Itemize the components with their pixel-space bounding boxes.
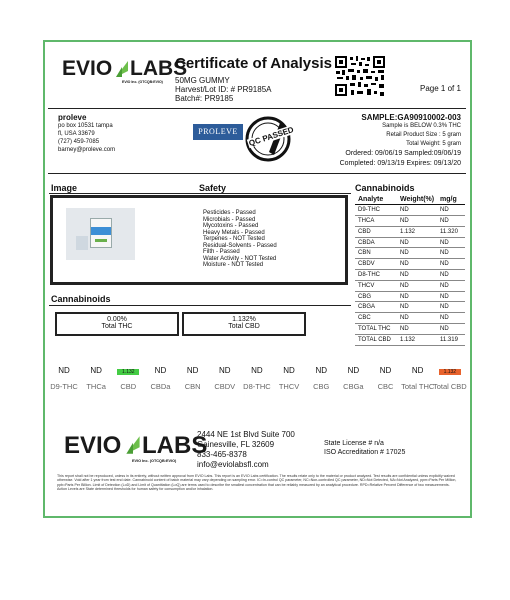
cell-analyte: D8-THC [355,270,397,281]
logo-text-left: EVIO [62,57,113,80]
cell-weight: ND [397,313,437,324]
divider-top [48,108,466,109]
section-rule-2 [49,305,351,306]
table-row [355,334,465,345]
cell-weight: ND [397,291,437,302]
table-row [355,270,465,281]
cell-weight: 1.132 [397,334,437,345]
cell-weight: ND [397,302,437,313]
footer-logo-right: LABS [142,432,208,459]
logo-leaf-icon [114,59,130,79]
cell-analyte: TOTAL CBD [355,334,397,345]
total-cbd-box [182,312,306,336]
table-row [355,205,465,216]
summary-label: Total CBD [432,382,467,391]
safety-mycotoxins: Mycotoxins - Passed [203,223,259,229]
cell-mgg: ND [437,313,465,324]
cell-weight: ND [397,237,437,248]
summary-value: ND [411,366,424,375]
table-row [355,237,465,248]
cell-mgg: ND [437,259,465,270]
stamp-text: QC PASSED [247,125,295,148]
summary-label: THCa [86,382,106,391]
cell-weight: ND [397,216,437,227]
summary-value: ND [347,366,360,375]
batch-number: Batch#: PR9185 [175,94,234,103]
table-row [355,302,465,313]
cell-weight: ND [397,270,437,281]
iso-accreditation: ISO Accreditation # 17025 [324,449,406,456]
summary-value: 1.132 [439,369,461,375]
cell-analyte: CBG [355,291,397,302]
summary-label: CBC [377,382,394,391]
total-thc-label: Total THC [101,323,133,330]
safety-residual-solvents: Residual-Solvents - Passed [203,242,277,249]
product-box-accent [95,239,107,242]
safety-moisture: Moisture - NOT Tested [203,262,264,268]
col-mgg: mg/g [437,194,465,205]
summary-label: D8-THC [243,382,271,391]
summary-label: CBN [184,382,201,391]
page-title: Certificate of Analysis [175,55,332,72]
logo-subtext: EVIO Inc. (OTCQB:EVIO) [122,80,163,84]
proleve-logo-text: PROLEVE [198,127,238,136]
summary-label: CBG [313,382,330,391]
table-row [355,216,465,227]
safety-list [203,210,277,269]
page-number: Page 1 of 1 [420,84,461,93]
summary-value: 1.132 [117,369,139,375]
cell-mgg: ND [437,216,465,227]
cell-analyte: CBDV [355,259,397,270]
qc-passed-stamp [244,115,295,163]
cell-mgg: ND [437,237,465,248]
total-cbd-label: Total CBD [228,323,260,330]
col-analyte: Analyte [355,194,397,205]
client-address1: po box 10531 tampa [58,123,113,129]
cell-analyte: CBDA [355,237,397,248]
cell-mgg: ND [437,205,465,216]
safety-terpenes: Terpenes - NOT Tested [203,236,265,242]
table-row [355,259,465,270]
safety-pesticides: Pesticides - Passed [203,210,256,216]
cell-mgg: ND [437,270,465,281]
cell-mgg: 11.319 [437,334,465,345]
total-cbd-value: 1.132% [232,316,256,323]
cell-analyte: CBGA [355,302,397,313]
cell-analyte: D9-THC [355,205,397,216]
table-row [355,226,465,237]
summary-value: ND [186,366,199,375]
cell-weight: ND [397,324,437,335]
safety-filth: Filth - Passed [203,249,240,255]
summary-label: Total THC [401,382,435,391]
total-weight: Total Weight: 5 gram [406,141,461,147]
sample-thc-note: Sample is BELOW 0.3% THC [382,123,461,129]
cell-mgg: ND [437,248,465,259]
cell-mgg: 11.320 [437,226,465,237]
cell-weight: ND [397,248,437,259]
safety-microbials: Microbials - Passed [203,216,256,223]
summary-value: ND [315,366,327,375]
qr-code-icon [334,55,386,97]
footer-address2: Gainesville, FL 32609 [197,440,275,449]
summary-value: ND [90,366,102,375]
summary-value: ND [58,366,70,375]
cell-mgg: ND [437,291,465,302]
footer-address1: 2444 NE 1st Blvd Suite 700 [197,430,295,439]
table-row [355,280,465,291]
proleve-logo [193,124,243,140]
product-name: 50MG GUMMY [175,76,230,85]
cell-weight: ND [397,259,437,270]
summary-label: CBDa [150,382,171,391]
footer-logo-leaf-icon [124,434,142,456]
section-image: Image [51,183,78,193]
safety-heavy-metals: Heavy Metals - Passed [203,229,265,236]
col-weight: Weight(%) [397,194,437,205]
ordered-date: Ordered: 09/06/19 Sampled:09/06/19 [345,150,461,157]
footer-email: info@eviolabsfl.com [197,460,269,469]
summary-label: THCV [278,382,300,391]
table-row [355,324,465,335]
cell-analyte: CBN [355,248,397,259]
summary-label: D9-THC [50,382,78,391]
summary-label: CBGa [343,382,364,391]
summary-value: ND [379,366,392,375]
client-address2: fl, USA 33679 [58,131,95,137]
cell-weight: 1.132 [397,226,437,237]
total-thc-value: 0.00% [107,316,127,323]
footer-logo-subtext: EVIO Inc. (OTCQB:EVIO) [132,459,177,463]
client-name: proleve [58,113,87,122]
cell-analyte: THCA [355,216,397,227]
logo-text-right: LABS [130,57,188,80]
completed-date: Completed: 09/13/19 Expires: 09/13/20 [339,160,461,167]
section-safety: Safety [199,183,227,193]
product-box-band [91,227,111,235]
state-license: State License # n/a [324,440,384,447]
table-header [355,194,465,205]
cannabinoid-table [355,194,465,346]
summary-label: CBDV [214,382,236,391]
client-email: barney@proleve.com [58,147,116,153]
summary-bar [48,366,466,396]
divider-mid [48,173,466,174]
evio-logo-footer [64,432,208,466]
client-phone: (727) 459-7085 [58,139,100,145]
footer-logo-left: EVIO [64,432,122,459]
section-cannabinoids: Cannabinoids [51,294,111,304]
retail-size: Retail Product Size : 5 gram [386,132,461,138]
product-image [66,208,135,260]
footer-phone: 833-465-8378 [197,450,247,459]
safety-water-activity: Water Activity - NOT Tested [203,255,277,262]
cell-mgg: ND [437,280,465,291]
product-box-graphic [90,218,112,248]
table-row [355,248,465,259]
evio-logo [62,57,188,87]
summary-label: CBD [120,382,137,391]
table-row [355,291,465,302]
table-row [355,313,465,324]
summary-value: ND [218,366,231,375]
total-thc-box [55,312,179,336]
product-label-graphic [76,236,88,250]
cell-analyte: CBD [355,226,397,237]
cell-analyte: CBC [355,313,397,324]
summary-value: ND [283,366,295,375]
cell-weight: ND [397,205,437,216]
cell-weight: ND [397,280,437,291]
cell-analyte: TOTAL THC [355,324,397,335]
disclaimer: This report shall not be reproduced, unless in its entirety, without written approval from EVIO Labs. This report is an EVIO Labs certification. The results relate only to the material or product analyzed. Test results are confidential unless explicitly waived otherwise. Void after 1 year from test end date. Cannabinoid content of batch material may vary depending on sampling error. IC=In-control QC parameter, NC=Non-controlled QC parameter, ND=Not Detected, NA=Not Analyzed, ppm=Parts Per Million, ppb=Parts Per Billion. Limit of Detection (LoD) and Limit of Quantitation (LoQ) are terms used to describe the smallest concentration that can be reliably measured by an analytical procedure. RPD=Relative Percent Difference of two measurements. Action Levels are State determined thresholds for human safety for consumption and/or inhalation. [57,474,457,492]
cell-analyte: THCV [355,280,397,291]
sample-id: SAMPLE:GA90910002-003 [361,113,461,122]
summary-value: ND [251,366,263,375]
cell-mgg: ND [437,302,465,313]
section-cannabinoids-table: Cannabinoids [355,183,415,193]
summary-value: ND [154,366,167,375]
section-rule [49,193,351,194]
harvest-lot: Harvest/Lot ID: # PR9185A [175,85,272,94]
cell-mgg: ND [437,324,465,335]
